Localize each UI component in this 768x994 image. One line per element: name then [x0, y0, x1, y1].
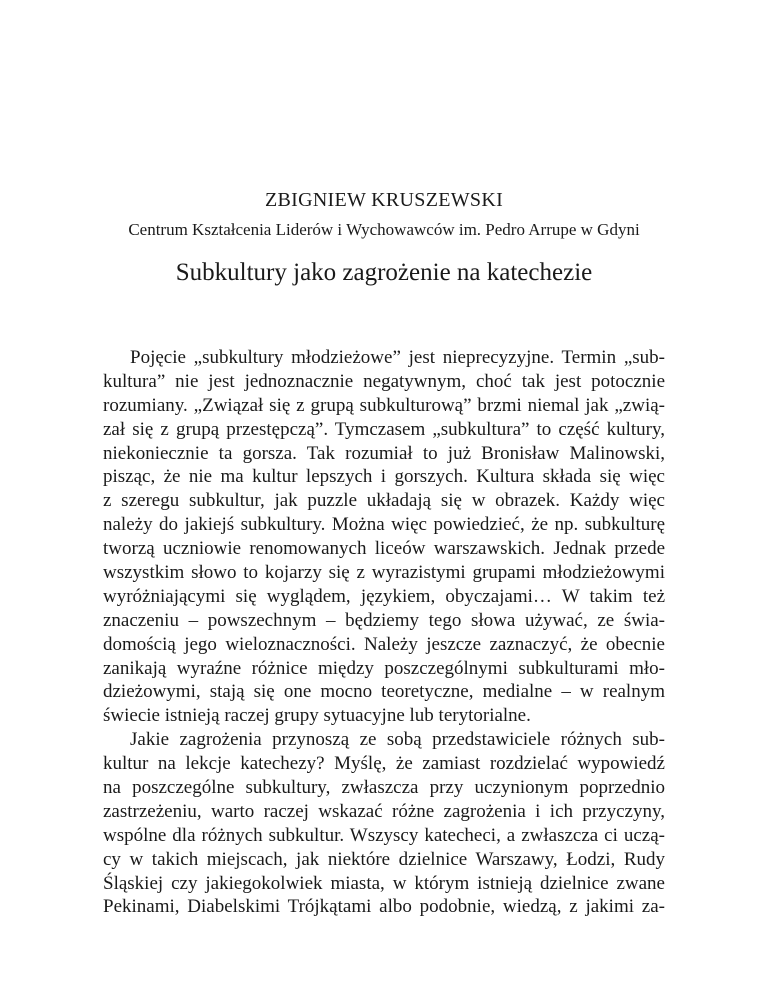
author-affiliation: Centrum Kształcenia Liderów i Wychowawców im. Pedro Arrupe w Gdyni	[128, 220, 640, 239]
text-line: z szeregu subkultur, jak puzzle układają się w obrazek. Każdy więc	[103, 490, 665, 512]
text-line: niekoniecznie ta gorsza. Tak rozumiał to już Bronisław Malinowski,	[103, 442, 665, 464]
text-line: zanikają wyraźne różnice między poszczególnymi subkulturami mło-	[103, 657, 665, 679]
article-body	[103, 346, 665, 919]
article-title: Subkultury jako zagrożenie na katechezie	[175, 259, 593, 286]
text-line: Jakie zagrożenia przynoszą ze sobą przedstawiciele różnych sub-	[130, 729, 665, 751]
text-line: należy do jakiejś subkultury. Można więc powiedzieć, że np. subkulturę	[103, 514, 665, 536]
text-line: na poszczególne subkultury, zwłaszcza przy uczynionym poprzednio	[103, 777, 665, 799]
author-name: ZBIGNIEW KRUSZEWSKI	[264, 189, 504, 211]
text-line: domością jego wieloznaczności. Należy jeszcze zaznaczyć, że obecnie	[103, 633, 665, 655]
text-line: Śląskiej czy jakiegokolwiek miasta, w którym istnieją dzielnice zwane	[103, 872, 665, 894]
text-line: zał się z grupą przestępczą”. Tymczasem „subkultura” to część kultury,	[103, 418, 665, 440]
text-line: wszystkim słowo to kojarzy się z wyrazistymi grupami młodzieżowymi	[103, 562, 665, 584]
paragraph	[103, 728, 665, 919]
text-line: świecie istnieją raczej grupy sytuacyjne lub terytorialne.	[103, 705, 531, 727]
text-line: kultura” nie jest jednoznacznie negatywnym, choć tak jest potocznie	[103, 370, 665, 392]
text-line: Pojęcie „subkultury młodzieżowe” jest nieprecyzyjne. Termin „sub-	[130, 347, 665, 368]
paragraph	[103, 346, 665, 728]
text-line: wyróżniającymi się wyglądem, językiem, obyczajami… W takim też	[103, 585, 665, 607]
text-line: dzieżowymi, stają się one mocno teoretyczne, medialne – w realnym	[103, 681, 665, 703]
text-line: pisząc, że nie ma kultur lepszych i gorszych. Kultura składa się więc	[103, 466, 665, 488]
text-line: rozumiany. „Związał się z grupą subkulturową” brzmi niemal jak „zwią-	[103, 394, 665, 416]
text-line: cy w takich miejscach, jak niektóre dzielnice Warszawy, Łodzi, Rudy	[103, 848, 665, 870]
text-line: znaczeniu – powszechnym – będziemy tego słowa używać, ze świa-	[103, 609, 665, 631]
text-line: kultur na lekcje katechezy? Myślę, że zamiast rozdzielać wypowiedź	[103, 753, 665, 775]
text-line: wspólne dla różnych subkultur. Wszyscy katecheci, a zwłaszcza ci uczą-	[103, 824, 665, 846]
text-line: tworzą uczniowie renomowanych liceów warszawskich. Jednak przede	[103, 538, 665, 560]
text-line: zastrzeżeniu, warto raczej wskazać różne zagrożenia i ich przyczyny,	[103, 800, 665, 822]
text-line: Pekinami, Diabelskimi Trójkątami albo podobnie, wiedzą, z jakimi za-	[103, 896, 665, 918]
